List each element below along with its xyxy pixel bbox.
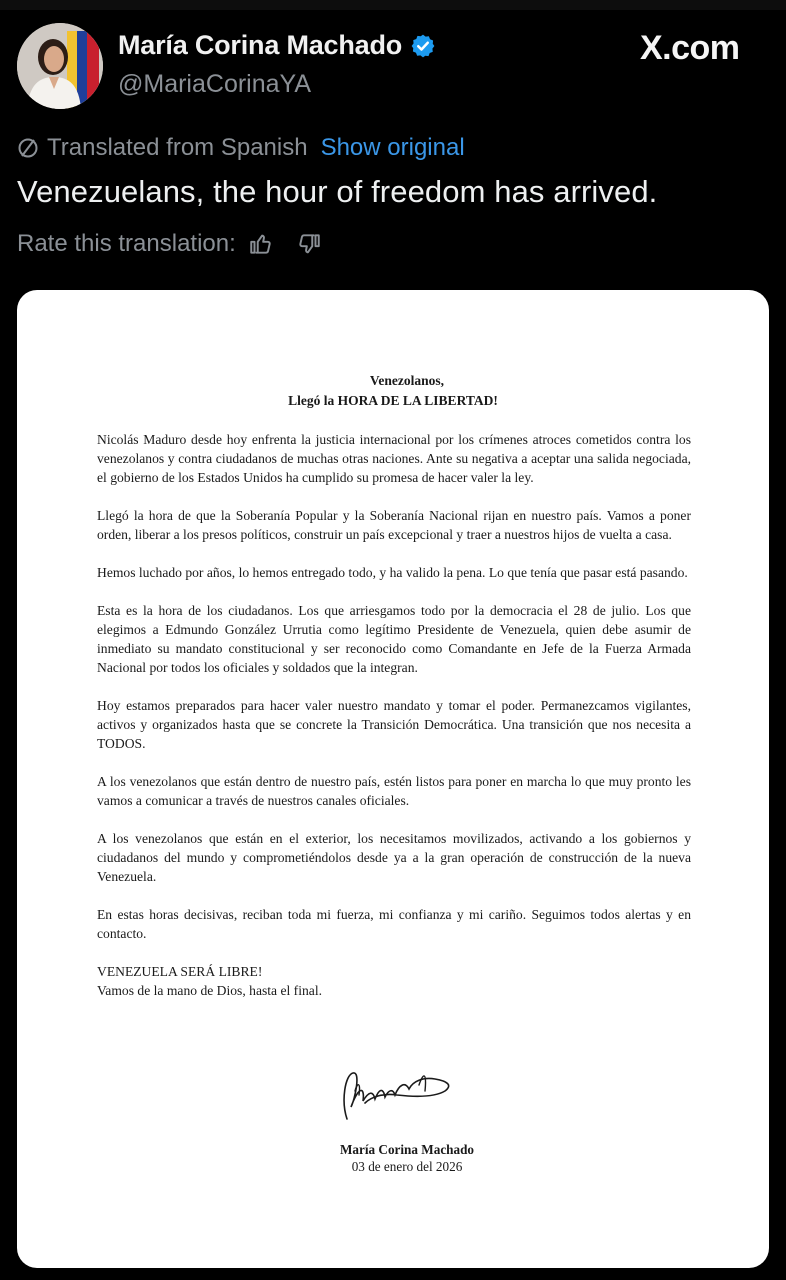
letter-heading-line1: Venezolanos, (369, 373, 445, 388)
handwritten-signature (335, 1061, 465, 1136)
tweet-text: Venezuelans, the hour of freedom has arrived. (17, 174, 658, 209)
rate-translation-label: Rate this translation: (17, 230, 236, 257)
display-name[interactable]: María Corina Machado (118, 30, 403, 60)
letter-closing (97, 962, 691, 1000)
letter-paragraph: Hemos luchado por años, lo hemos entregado todo, y ha valido la pena. Lo que tenía que pasar está pasando. (97, 565, 688, 580)
signer-name: María Corina Machado (339, 1142, 475, 1157)
name-row (118, 30, 436, 61)
letter-paragraph: Hoy estamos preparados para hacer valer nuestro mandato y tomar el poder. Permanezcamos vigilantes, activos y organizados hasta que se concrete la Transición Democrática. Una transición que nos necesita a TODOS. (97, 698, 691, 751)
letter-closing-line1: VENEZUELA SERÁ LIBRE! (97, 964, 263, 979)
letter-paragraph: En estas horas decisivas, reciban toda mi fuerza, mi confianza y mi cariño. Seguimos todos alertas y en contacto. (97, 907, 691, 941)
letter-paragraph: A los venezolanos que están dentro de nuestro país, estén listos para poner en marcha lo que muy pronto les vamos a comunicar a través de nuestros canales oficiales. (97, 774, 691, 808)
letter-body (97, 430, 691, 1000)
top-status-strip (0, 0, 786, 10)
letter-closing-line2: Vamos de la mano de Dios, hasta el final. (97, 983, 322, 998)
letter-paragraph: Nicolás Maduro desde hoy enfrenta la justicia internacional por los crímenes atroces cometidos contra los venezolanos y contra ciudadanos de muchas otras naciones. Ante su negativa a aceptar una salida negociada, el gobierno de los Estados Unidos ha cumplido su promesa de hacer valer la ley. (97, 432, 691, 485)
letter-image[interactable] (17, 290, 769, 1268)
x-com-brand: X.com (640, 29, 740, 67)
verified-badge-icon (410, 33, 436, 59)
letter-heading (17, 371, 769, 411)
translate-globe-icon (17, 137, 39, 159)
translated-label: Translated from Spanish (47, 134, 308, 161)
letter-date: 03 de enero del 2026 (351, 1159, 463, 1174)
letter-heading-line2: Llegó la HORA DE LA LIBERTAD! (288, 393, 498, 408)
handle[interactable]: @MariaCorinaYA (118, 70, 312, 98)
thumbs-up-icon[interactable] (248, 231, 274, 257)
letter-paragraph: Esta es la hora de los ciudadanos. Los que arriesgamos todo por la democracia el 28 de julio. Los que elegimos a Edmundo González Urrutia como legítimo Presidente de Venezuela, quien debe asumir de inmediato su mandato constitucional y ser reconocido como Comandante en Jefe de la Fuerza Armada Nacional por todos los oficiales y soldados que la integran. (97, 603, 691, 675)
show-original-link[interactable]: Show original (320, 134, 465, 161)
letter-paragraph: Llegó la hora de que la Soberanía Popular y la Soberanía Nacional rijan en nuestro país. Vamos a poner orden, liberar a los presos políticos, construir un país excepcional y traer a nuestros hijos de vuelta a casa. (97, 508, 691, 542)
thumbs-down-icon[interactable] (296, 231, 322, 257)
letter-paragraph: A los venezolanos que están en el exterior, los necesitamos movilizados, activando a los gobiernos y ciudadanos del mundo y comprometiéndolos desde ya a la gran operación de construcción de la nueva Venezuela. (97, 831, 691, 884)
avatar[interactable] (17, 23, 103, 109)
bottom-edge (0, 1272, 786, 1280)
rate-translation-row (17, 230, 322, 258)
translation-notice (17, 134, 465, 162)
